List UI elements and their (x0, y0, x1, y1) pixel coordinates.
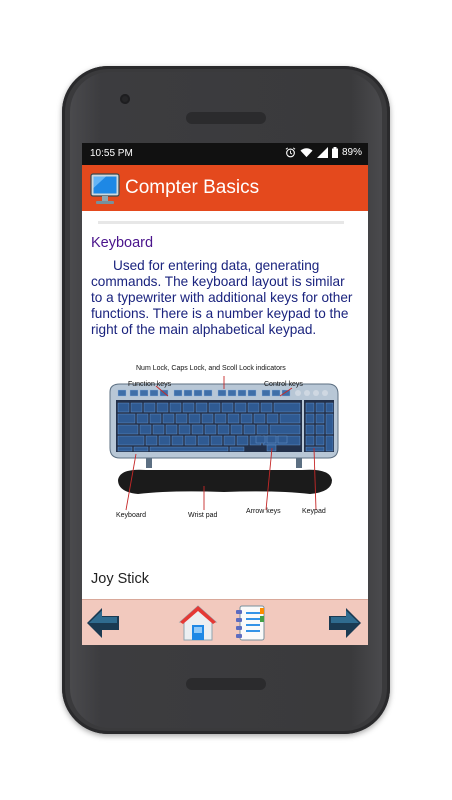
section-title-joystick: Joy Stick (91, 571, 150, 587)
figure-label-wrist-pad: Wrist pad (188, 512, 218, 519)
bottom-speaker (186, 678, 266, 690)
arrow-right-icon[interactable] (328, 606, 362, 640)
notebook-list-icon[interactable] (234, 604, 268, 642)
keyboard-description: Used for entering data, generating commands. The keyboard layout is similar to a typewriter with additional keys for other functions. There is a number keypad to the right of the main alphabetical keypad. (91, 258, 353, 337)
app-screen (82, 143, 368, 645)
signal-icon (317, 147, 328, 158)
figure-label-keypad: Keypad (302, 508, 326, 515)
earpiece-speaker (186, 112, 266, 124)
battery-percent: 89% (341, 147, 362, 158)
divider (98, 221, 344, 224)
figure-label-indicators: Num Lock, Caps Lock, and Scoll Lock indicators (136, 365, 286, 372)
app-bar (82, 165, 368, 211)
status-bar (82, 143, 368, 165)
battery-icon (332, 147, 338, 158)
figure-label-function-keys: Function keys (128, 381, 172, 388)
figure-label-control-keys: Control keys (264, 381, 303, 388)
computer-monitor-icon (90, 170, 120, 206)
content-scroll[interactable] (82, 211, 368, 599)
front-sensor (120, 94, 130, 104)
status-icons (285, 147, 362, 158)
app-title: Compter Basics (125, 177, 260, 198)
figure-label-arrow-keys: Arrow keys (246, 508, 281, 515)
wifi-icon (300, 147, 313, 158)
bottom-navigation (82, 599, 368, 645)
home-icon[interactable] (178, 603, 218, 643)
status-time: 10:55 PM (90, 148, 133, 159)
alarm-icon (285, 147, 296, 158)
section-title-keyboard: Keyboard (91, 235, 154, 251)
arrow-left-icon[interactable] (86, 606, 120, 640)
figure-label-keyboard: Keyboard (116, 512, 146, 519)
keyboard-diagram (106, 362, 342, 524)
